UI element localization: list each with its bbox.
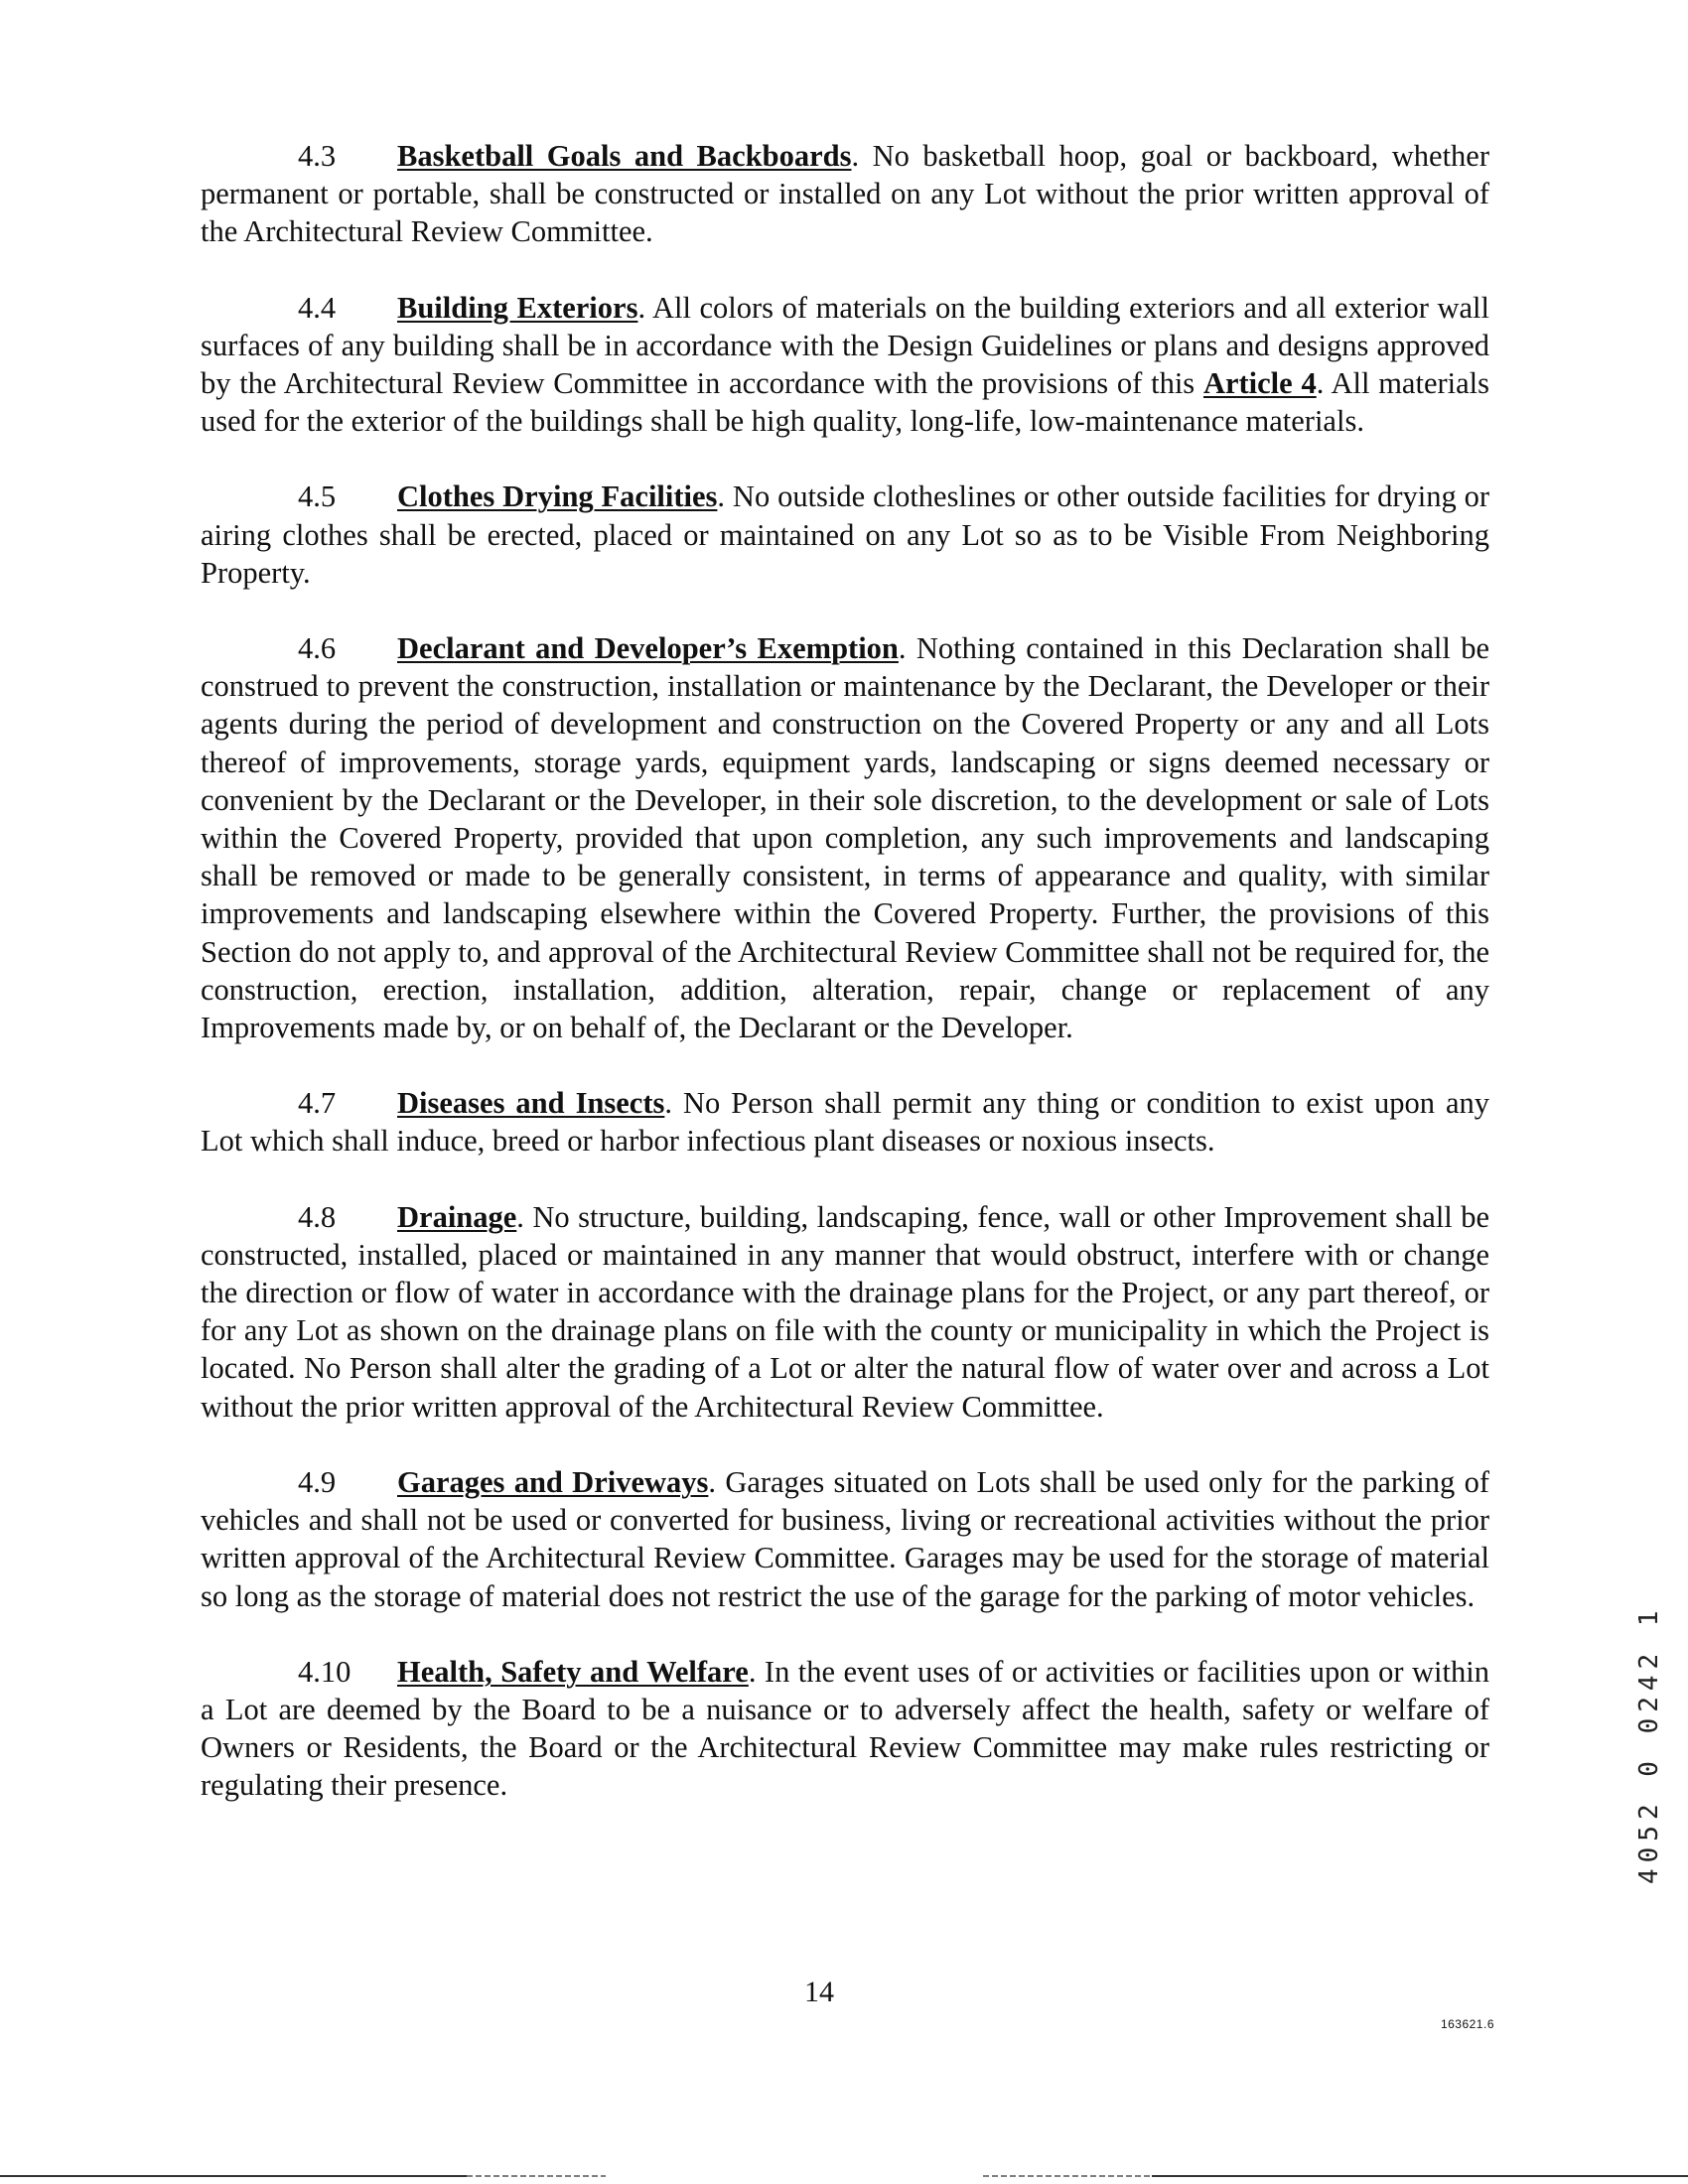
section-heading: Drainage (397, 1199, 517, 1234)
section-text: . No basketball hoop, goal or backboard, whether permanent or portable, shall be constructed or installed on any Lot without the prior written approval of the Architectural Review Committee. (201, 139, 1489, 249)
section-text: . Garages situated on Lots shall be used only for the parking of vehicles and shall not be used or converted for business, living or recreational activities without the prior written approval of the Architectural Review Committee. Garages may be used for the storage of material so long as the storage of material does not restrict the use of the garage for the parking of motor vehicles. (201, 1464, 1489, 1613)
section-4-8 (201, 1198, 1489, 1426)
section-heading: Clothes Drying Facilities (397, 479, 718, 514)
section-text-continued: . All materials used for the exterior of the buildings shall be high quality, long-life, low-maintenance materials. (201, 366, 1489, 439)
section-text: . No structure, building, landscaping, fence, wall or other Improvement shall be constructed, installed, placed or maintained in any manner that would obstruct, interfere with or change the direction or flow of water in accordance with the drainage plans for the Project, or any part thereof, or for any Lot as shown on the drainage plans on file with the county or municipality in which the Project is located. No Person shall alter the grading of a Lot or alter the natural flow of water over and across a Lot without the prior written approval of the Architectural Review Committee. (201, 1199, 1489, 1424)
section-heading: Garages and Driveways (397, 1464, 709, 1499)
section-4-4 (201, 289, 1489, 441)
article-reference: Article 4 (1202, 366, 1317, 401)
section-number: 4.3 (298, 139, 337, 173)
section-4-9 (201, 1463, 1489, 1615)
section-4-10 (201, 1653, 1489, 1805)
section-text: . All colors of materials on the building exteriors and all exterior wall surfaces of any building shall be in accordance with the Design Guidelines or plans and designs approved by the Architectural Review Committee in accordance with the provisions of this (201, 290, 1489, 401)
document-id: 163621.6 (1440, 2017, 1494, 2031)
recording-stamp (1601, 1604, 1664, 1884)
section-4-5 (201, 478, 1489, 592)
section-text: . No outside clotheslines or other outside facilities for drying or airing clothes shall be erected, placed or maintained on any Lot so as to be Visible From Neighboring Property. (201, 479, 1490, 590)
section-text: . Nothing contained in this Declaration shall be construed to prevent the construction, installation or maintenance by the Declarant, the Developer or their agents during the period of development and construction on the Covered Property or any and all Lots thereof of improvements, storage yards, equipment yards, landscaping or signs deemed necessary or convenient by the Declarant or the Developer, in their sole discretion, to the development or sale of Lots within the Covered Property, provided that upon completion, any such improvements and landscaping shall be removed or made to be generally consistent, in terms of appearance and quality, with similar improvements and landscaping elsewhere within the Covered Property. Further, the provisions of this Section do not apply to, and approval of the Architectural Review Committee shall not be required for, the construction, erection, installation, addition, alteration, repair, change or replacement of any Improvements made by, or on behalf of, the Declarant or the Developer. (201, 631, 1489, 1045)
section-number: 4.6 (298, 631, 337, 666)
section-heading: Building Exteriors (397, 290, 638, 325)
section-number: 4.10 (298, 1654, 352, 1689)
document-body (201, 137, 1489, 1843)
section-text: . In the event uses of or activities or facilities upon or within a Lot are deemed by the Board to be a nuisance or to adversely affect the health, safety or welfare of Owners or Residents, the Board or the Architectural Review Committee may make rules restricting or regulating their presence. (201, 1654, 1489, 1803)
section-number: 4.4 (298, 290, 337, 325)
recording-stamp-text: 4052 0 0242 1 (1634, 1604, 1664, 1884)
section-4-6 (201, 629, 1489, 1046)
section-number: 4.7 (298, 1086, 337, 1121)
section-heading: Declarant and Developer’s Exemption (397, 631, 899, 666)
section-number: 4.8 (298, 1199, 337, 1234)
section-number: 4.9 (298, 1464, 337, 1499)
section-4-7 (201, 1084, 1489, 1160)
section-heading: Basketball Goals and Backboards (397, 139, 852, 173)
section-heading: Diseases and Insects (397, 1086, 665, 1121)
section-text: . No Person shall permit any thing or condition to exist upon any Lot which shall induce, breed or harbor infectious plant diseases or noxious insects. (201, 1086, 1489, 1159)
section-heading: Health, Safety and Welfare (397, 1654, 749, 1689)
section-number: 4.5 (298, 479, 337, 514)
scan-edge-artifact (0, 2168, 1688, 2184)
page-number: 14 (804, 1976, 834, 2008)
section-4-3 (201, 137, 1489, 251)
